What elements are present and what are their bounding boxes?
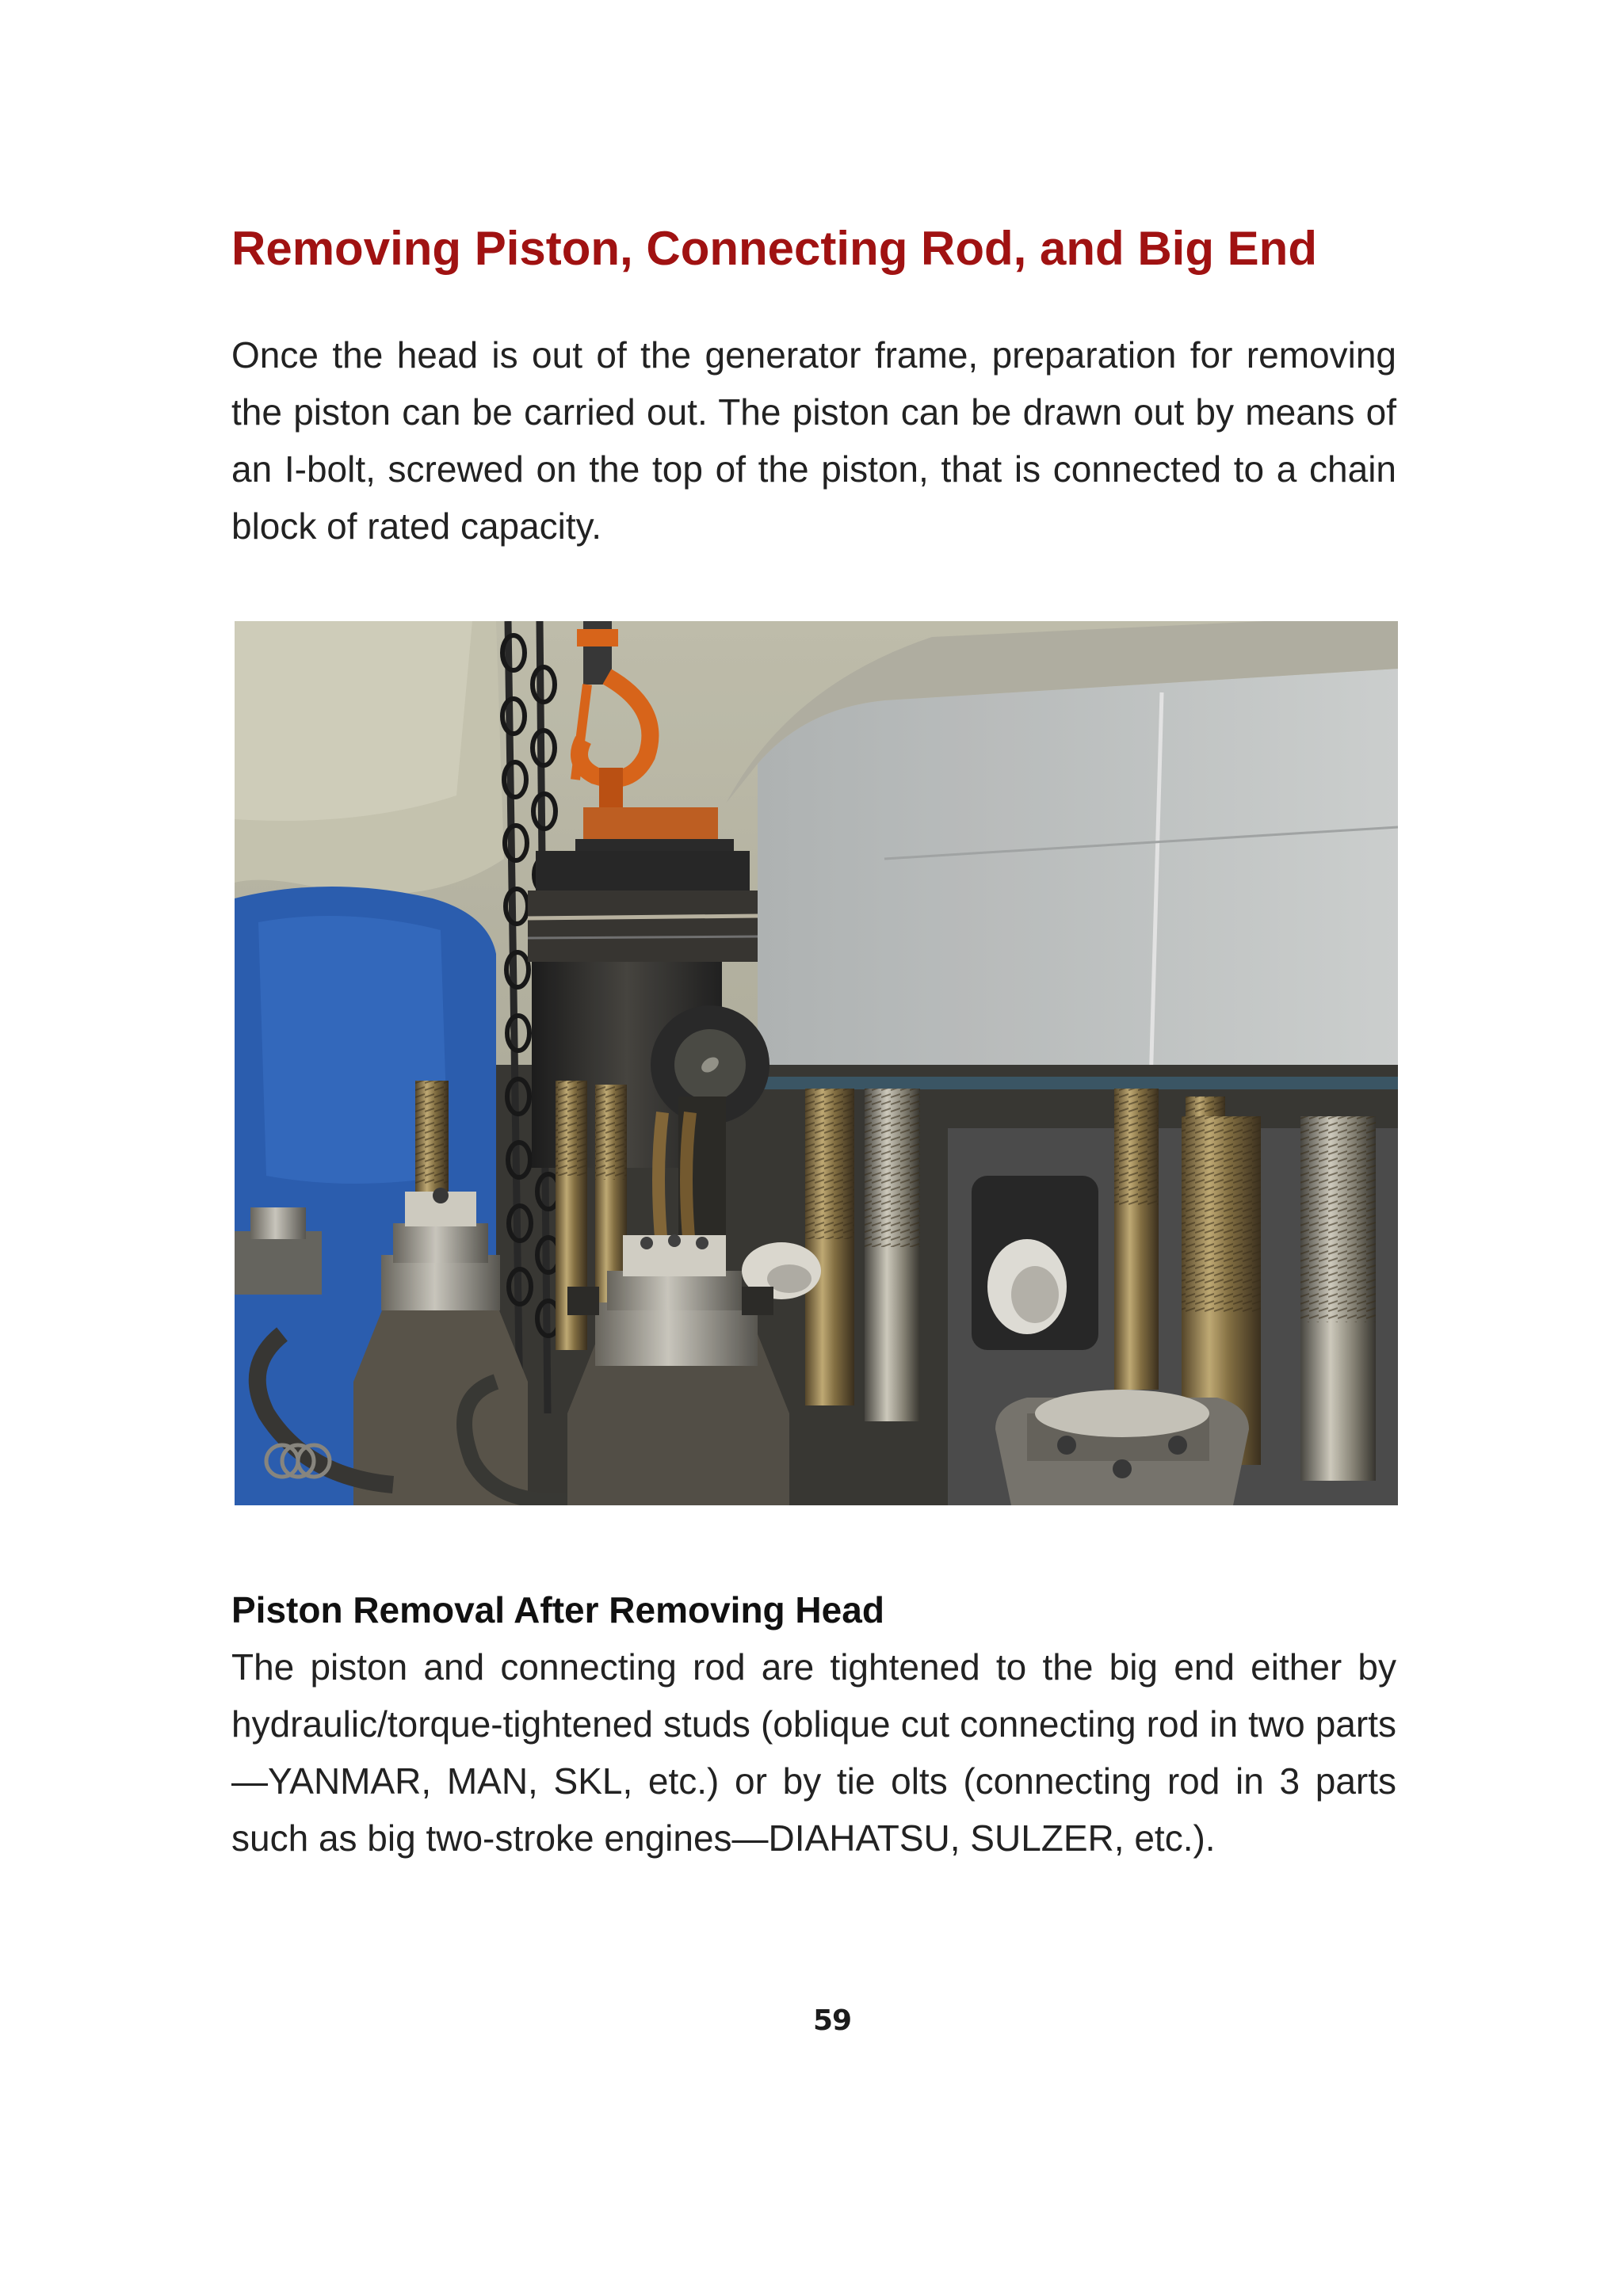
photo-illustration xyxy=(235,621,1398,1505)
page-number: 59 xyxy=(812,2004,852,2037)
body-paragraph: The piston and connecting rod are tightened to the big end either by hydraulic/torque-tightened studs (oblique cut connecting rod in two parts—YANMAR, MAN, SKL, etc.) or by tie olts (connecting rod in 3 parts such as big two-stroke engines—DIAHATSU, SULZER, etc.). xyxy=(231,1646,1396,1859)
sub-heading: Piston Removal After Removing Head xyxy=(231,1589,884,1630)
section-title: Removing Piston, Connecting Rod, and Big End xyxy=(231,222,1317,275)
piston-removal-photo xyxy=(235,621,1398,1505)
intro-paragraph: Once the head is out of the generator frame, preparation for removing the piston can be carried out. The piston can be drawn out by means of an I-bolt, screwed on the top of the piston, that is connected to a chain block of rated capacity. xyxy=(231,334,1396,547)
